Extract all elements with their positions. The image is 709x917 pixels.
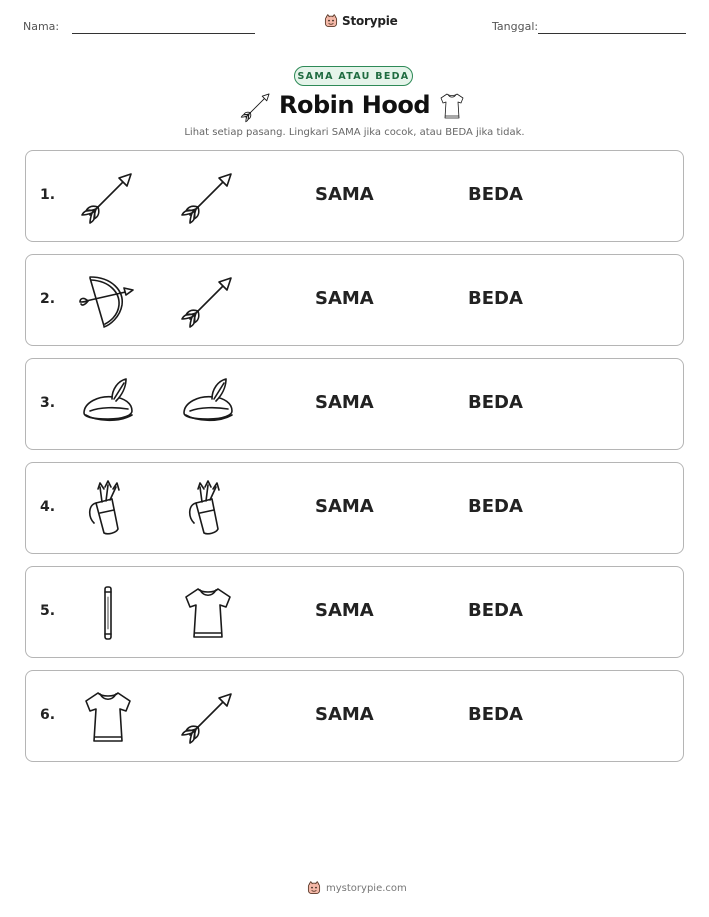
- date-label: Tanggal:: [492, 20, 539, 33]
- footer-url[interactable]: mystorypie.com: [326, 882, 407, 894]
- exercise-row-5: [25, 566, 684, 658]
- date-line[interactable]: [538, 33, 686, 34]
- same-option[interactable]: SAMA: [315, 288, 374, 309]
- name-line[interactable]: [72, 33, 255, 34]
- same-option[interactable]: SAMA: [315, 704, 374, 725]
- row-number: 6.: [40, 707, 56, 723]
- bow-and-arrow-icon: [78, 271, 138, 331]
- arrow-icon: [178, 167, 238, 227]
- quiver-icon: [178, 479, 238, 539]
- different-option[interactable]: BEDA: [468, 704, 523, 725]
- exercise-row-4: [25, 462, 684, 554]
- row-number: 3.: [40, 395, 56, 411]
- row-number: 1.: [40, 187, 56, 203]
- arrow-icon: [78, 167, 138, 227]
- brand-logo: [323, 13, 398, 29]
- row-number: 4.: [40, 499, 56, 515]
- different-option[interactable]: BEDA: [468, 184, 523, 205]
- page-title: Robin Hood: [278, 91, 431, 119]
- activity-badge: SAMA ATAU BEDA: [294, 66, 413, 86]
- same-option[interactable]: SAMA: [315, 392, 374, 413]
- arrow-icon: [178, 271, 238, 331]
- row-number: 2.: [40, 291, 56, 307]
- instructions: Lihat setiap pasang. Lingkari SAMA jika cocok, atau BEDA jika tidak.: [184, 127, 525, 138]
- different-option[interactable]: BEDA: [468, 288, 523, 309]
- tunic-icon: [78, 687, 138, 747]
- different-option[interactable]: BEDA: [468, 600, 523, 621]
- quiver-icon: [78, 479, 138, 539]
- storypie-logo-icon: [323, 13, 339, 29]
- same-option[interactable]: SAMA: [315, 496, 374, 517]
- same-option[interactable]: SAMA: [315, 184, 374, 205]
- staff-icon: [78, 583, 138, 643]
- feathered-hat-icon: [78, 375, 138, 435]
- different-option[interactable]: BEDA: [468, 496, 523, 517]
- tunic-icon: [437, 89, 467, 123]
- arrow-icon: [178, 687, 238, 747]
- storypie-logo-icon: [306, 880, 322, 896]
- feathered-hat-icon: [178, 375, 238, 435]
- exercise-row-2: [25, 254, 684, 346]
- same-option[interactable]: SAMA: [315, 600, 374, 621]
- tunic-icon: [178, 583, 238, 643]
- exercise-row-6: [25, 670, 684, 762]
- brand-name: Storypie: [342, 14, 398, 28]
- name-label: Nama:: [23, 20, 60, 33]
- row-number: 5.: [40, 603, 56, 619]
- footer: [306, 880, 407, 896]
- exercise-row-1: [25, 150, 684, 242]
- exercise-row-3: [25, 358, 684, 450]
- different-option[interactable]: BEDA: [468, 392, 523, 413]
